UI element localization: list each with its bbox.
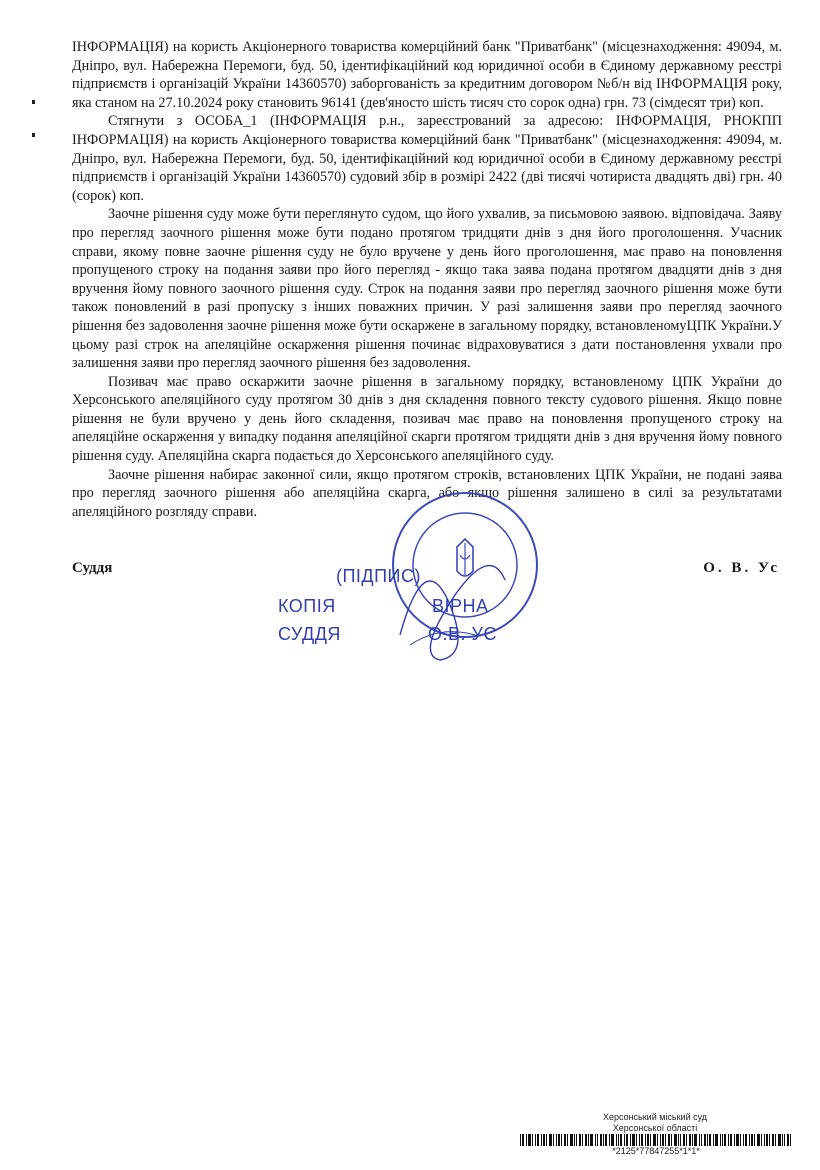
true-stamp-label: ВІРНА <box>432 596 489 616</box>
document-body <box>72 38 782 521</box>
judge-label: Суддя <box>72 560 113 576</box>
signed-stamp-label: (ПІДПИС) <box>336 566 421 586</box>
judge-stamp-name: О.В. УС <box>428 624 497 644</box>
judge-name: О. В. Ус <box>703 560 780 576</box>
barcode-number: *2125*77847255*1*1* <box>612 1146 700 1156</box>
document-barcode <box>520 1134 792 1146</box>
court-footer <box>520 1112 790 1134</box>
judge-stamp-label: СУДДЯ <box>278 624 341 644</box>
paragraph-review-procedure: Заочне рішення суду може бути переглянуто судом, що його ухвалив, за письмовою заявою. відповідача. Заяву про перегляд заочного рішення може бути подано протягом тридцяти днів з дня його проголошення. Учасник справи, якому повне заочне рішення суду не було вручене у день його проголошення, має право на поновлення пропущеного строку на подання заяви про його перегляд - якщо така заява подана протягом двадцяти днів з дня вручення йому повного заочного рішення суду. Строк на подання заяви про перегляд заочного рішення може бути також поновлений в разі пропуску з інших поважних причин. У разі залишення заяви про перегляд заочного рішення без задоволення заочне рішення може бути оскаржене в загальному порядку, встановленомуЦПК України.У цьому разі строк на апеляційне оскарження рішення починає відраховуватися з дати постановлення ухвали про залишення заяви про перегляд заочного рішення без задоволення. <box>72 206 782 372</box>
copy-stamp-label: КОПІЯ <box>278 596 336 616</box>
paragraph-debt: ІНФОРМАЦІЯ) на користь Акціонерного товариства комерційний банк "Приватбанк" (місцезнаходження: 49094, м. Дніпро, вул. Набережна Перемоги, буд. 50, ідентифікаційний код юридичної особи в Єдиному державному реєстрі підприємств і організацій України 14360570) заборгованість за кредитним договором №б/н від ІНФОРМАЦІЯ року, яка станом на 27.10.2024 року становить 96141 (дев'яносто шість тисяч сто сорок одна) грн. 73 (сімдесят три) коп. <box>72 39 782 111</box>
scan-mark <box>32 100 35 104</box>
paragraph-legal-force: Заочне рішення набирає законної сили, якщо протягом строків, встановлених ЦПК України, не подані заява про перегляд заочного рішення або апеляційна скарга, або якщо рішення залишено в силі за результатами апеляційного розгляду справи. <box>72 466 782 520</box>
court-name-line: Херсонський міський суд <box>602 1112 708 1122</box>
paragraph-appeal-procedure: Позивач має право оскаржити заочне рішення в загальному порядку, встановленому ЦПК України до Херсонського апеляційного суду протягом 30 днів з дня складення повного тексту судового рішення. Якщо повне рішення не були вручено у день його складення, позивач має право на поновлення пропущеного строку на апеляційне оскарження у випадку подання апеляційної скарги протягом тридцяти днів з дня вручення йому повного рішення суду. Апеляційна скарга подається до Херсонського апеляційного суду. <box>72 373 782 465</box>
court-region-line: Херсонської області <box>612 1123 698 1133</box>
paragraph-court-fee: Стягнути з ОСОБА_1 (ІНФОРМАЦІЯ р.н., зареєстрований за адресою: ІНФОРМАЦІЯ, РНОКПП ІНФОРМАЦІЯ) на користь Акціонерного товариства комерційний банк "Приватбанк" (місцезнаходження: 49094, м. Дніпро, вул. Набережна Перемоги, буд. 50, ідентифікаційний код юридичної особи в Єдиному державному реєстрі підприємств і організацій України 14360570) судовий збір в розмірі 2422 (дві тисячі чотириста двадцять дві) грн. 40 (сорок) коп. <box>72 113 782 204</box>
scan-mark <box>32 133 35 137</box>
